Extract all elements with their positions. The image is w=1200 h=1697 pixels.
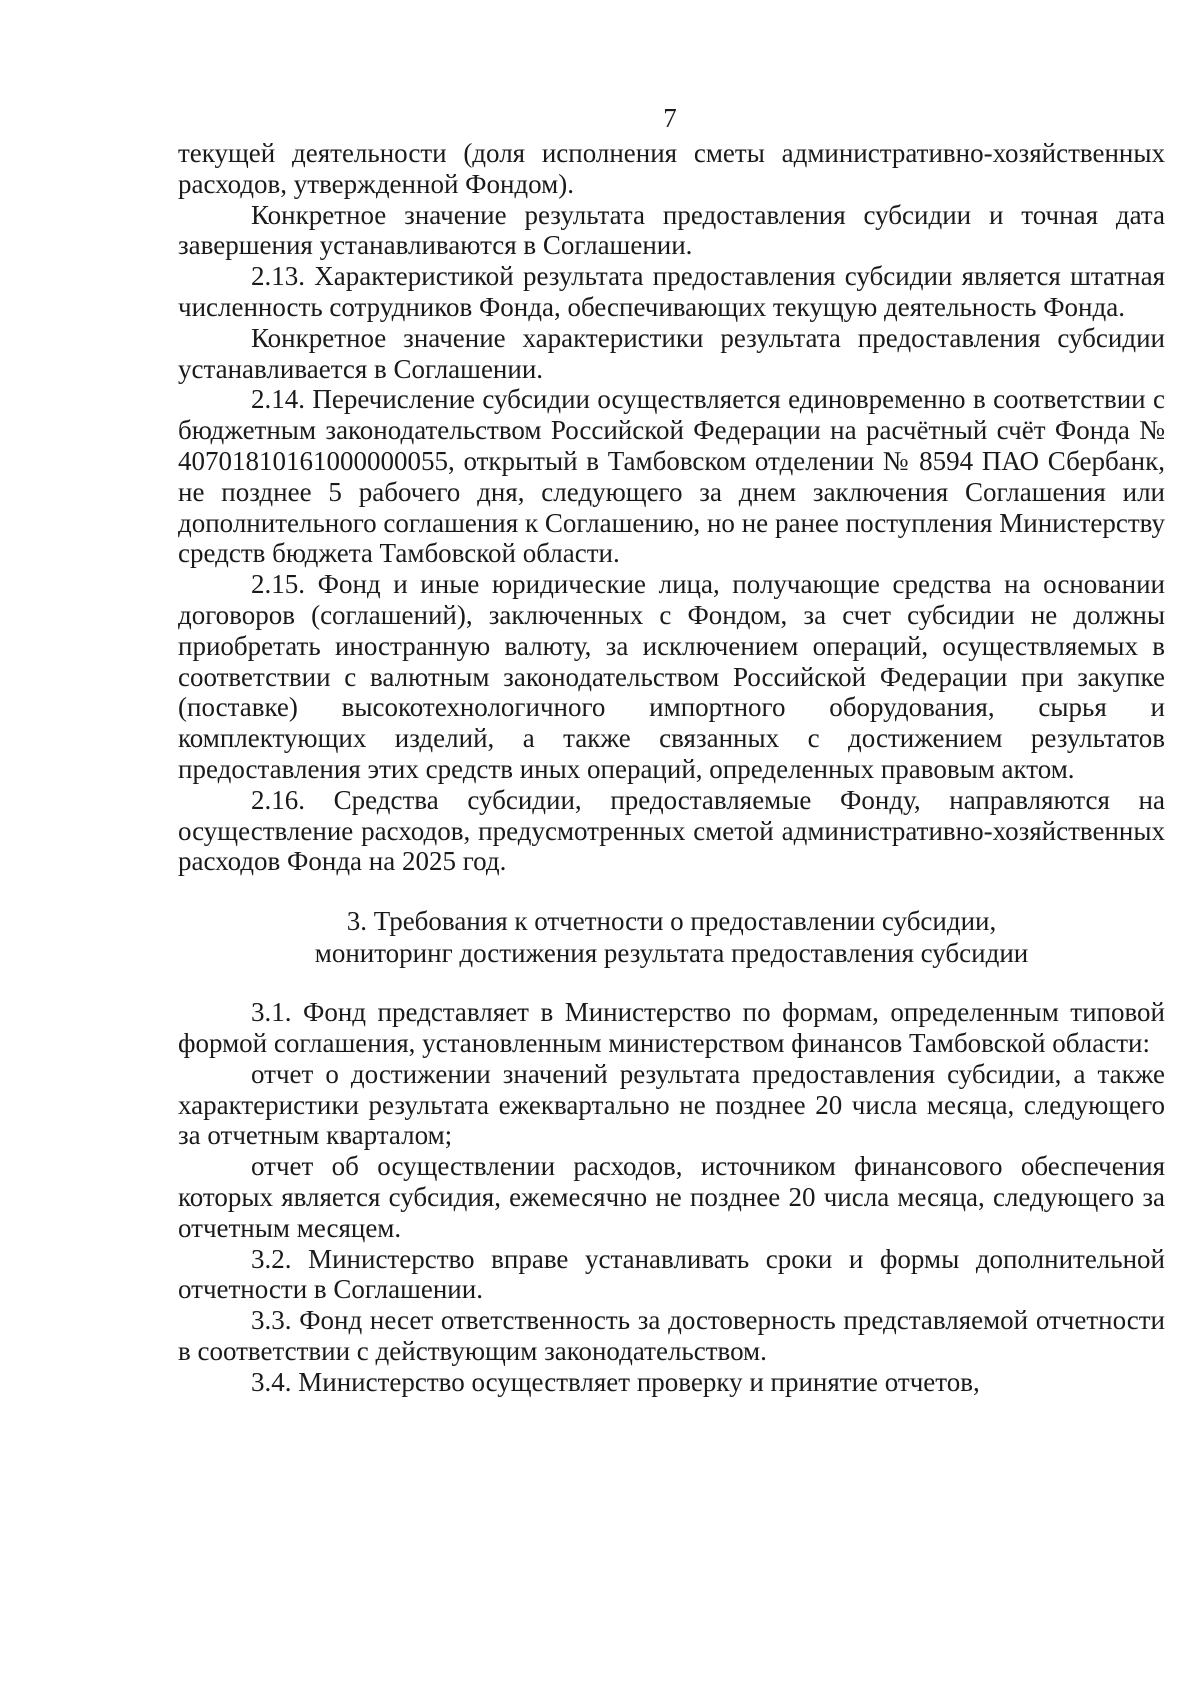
page-number: 7 <box>663 103 677 133</box>
paragraph-3-4: 3.4. Министерство осуществляет проверку и принятие отчетов, <box>251 1366 980 1397</box>
paragraph-2-15: 2.15. Фонд и иные юридические лица, получающие средства на основании договоров (соглашений), заключенных с Фондом, за счет субсидии не должны приобретать иностранную валюту, за исключением операций, осуществляемых в соответствии с валютным законодательством Российской Федерации при закупке (поставке) высокотехнологичного импортного оборудования, сырья и комплектующих изделий, а также связанных с достижением результатов предоставления этих средств иных операций, определенных правовым актом. <box>178 569 1165 784</box>
paragraph-2-14: 2.14. Перечисление субсидии осуществляется единовременно в соответствии с бюджетным законодательством Российской Федерации на расчётный счёт Фонда № 40701810161000000055, открытый в Тамбовском отделении № 8594 ПАО Сбербанк, не позднее 5 рабочего дня, следующего за днем заключения Соглашения или дополнительного соглашения к Соглашению, но не ранее поступления Министерству средств бюджета Тамбовской области. <box>178 384 1165 569</box>
section-3-heading <box>178 905 1165 969</box>
section-3-heading-line2: мониторинг достижения результата предоставления субсидии <box>314 938 1029 969</box>
document-body <box>178 138 1165 1397</box>
paragraph-3-1: 3.1. Фонд представляет в Министерство по формам, определенным типовой формой соглашения, установленным министерством финансов Тамбовской области: <box>178 997 1165 1058</box>
paragraph-2-13: 2.13. Характеристикой результата предоставления субсидии является штатная численность сотрудников Фонда, обеспечивающих текущую деятельность Фонда. <box>178 261 1165 322</box>
paragraph-result-value: Конкретное значение результата предоставления субсидии и точная дата завершения устанавливаются в Соглашении. <box>178 199 1165 261</box>
paragraph-monthly-report: отчет об осуществлении расходов, источником финансового обеспечения которых является субсидия, ежемесячно не позднее 20 числа месяца, следующего за отчетным месяцем. <box>178 1151 1165 1243</box>
paragraph-3-3: 3.3. Фонд несет ответственность за достоверность представляемой отчетности в соответствии с действующим законодательством. <box>178 1305 1165 1366</box>
paragraph-2-16: 2.16. Средства субсидии, предоставляемые Фонду, направляются на осуществление расходов, предусмотренных сметой административно-хозяйственных расходов Фонда на 2025 год. <box>178 784 1165 877</box>
paragraph-characteristic-value: Конкретное значение характеристики результата предоставления субсидии устанавливается в Соглашении. <box>178 322 1165 384</box>
paragraph-continuation: текущей деятельности (доля исполнения сметы административно-хозяйственных расходов, утвержденной Фондом). <box>178 138 1165 199</box>
section-3-heading-line1: 3. Требования к отчетности о предоставлении субсидии, <box>346 906 997 937</box>
paragraph-quarterly-report: отчет о достижении значений результата предоставления субсидии, а также характеристики результата ежеквартально не позднее 20 числа месяца, следующего за отчетным кварталом; <box>178 1058 1165 1151</box>
paragraph-3-2: 3.2. Министерство вправе устанавливать сроки и формы дополнительной отчетности в Соглашении. <box>178 1243 1165 1305</box>
